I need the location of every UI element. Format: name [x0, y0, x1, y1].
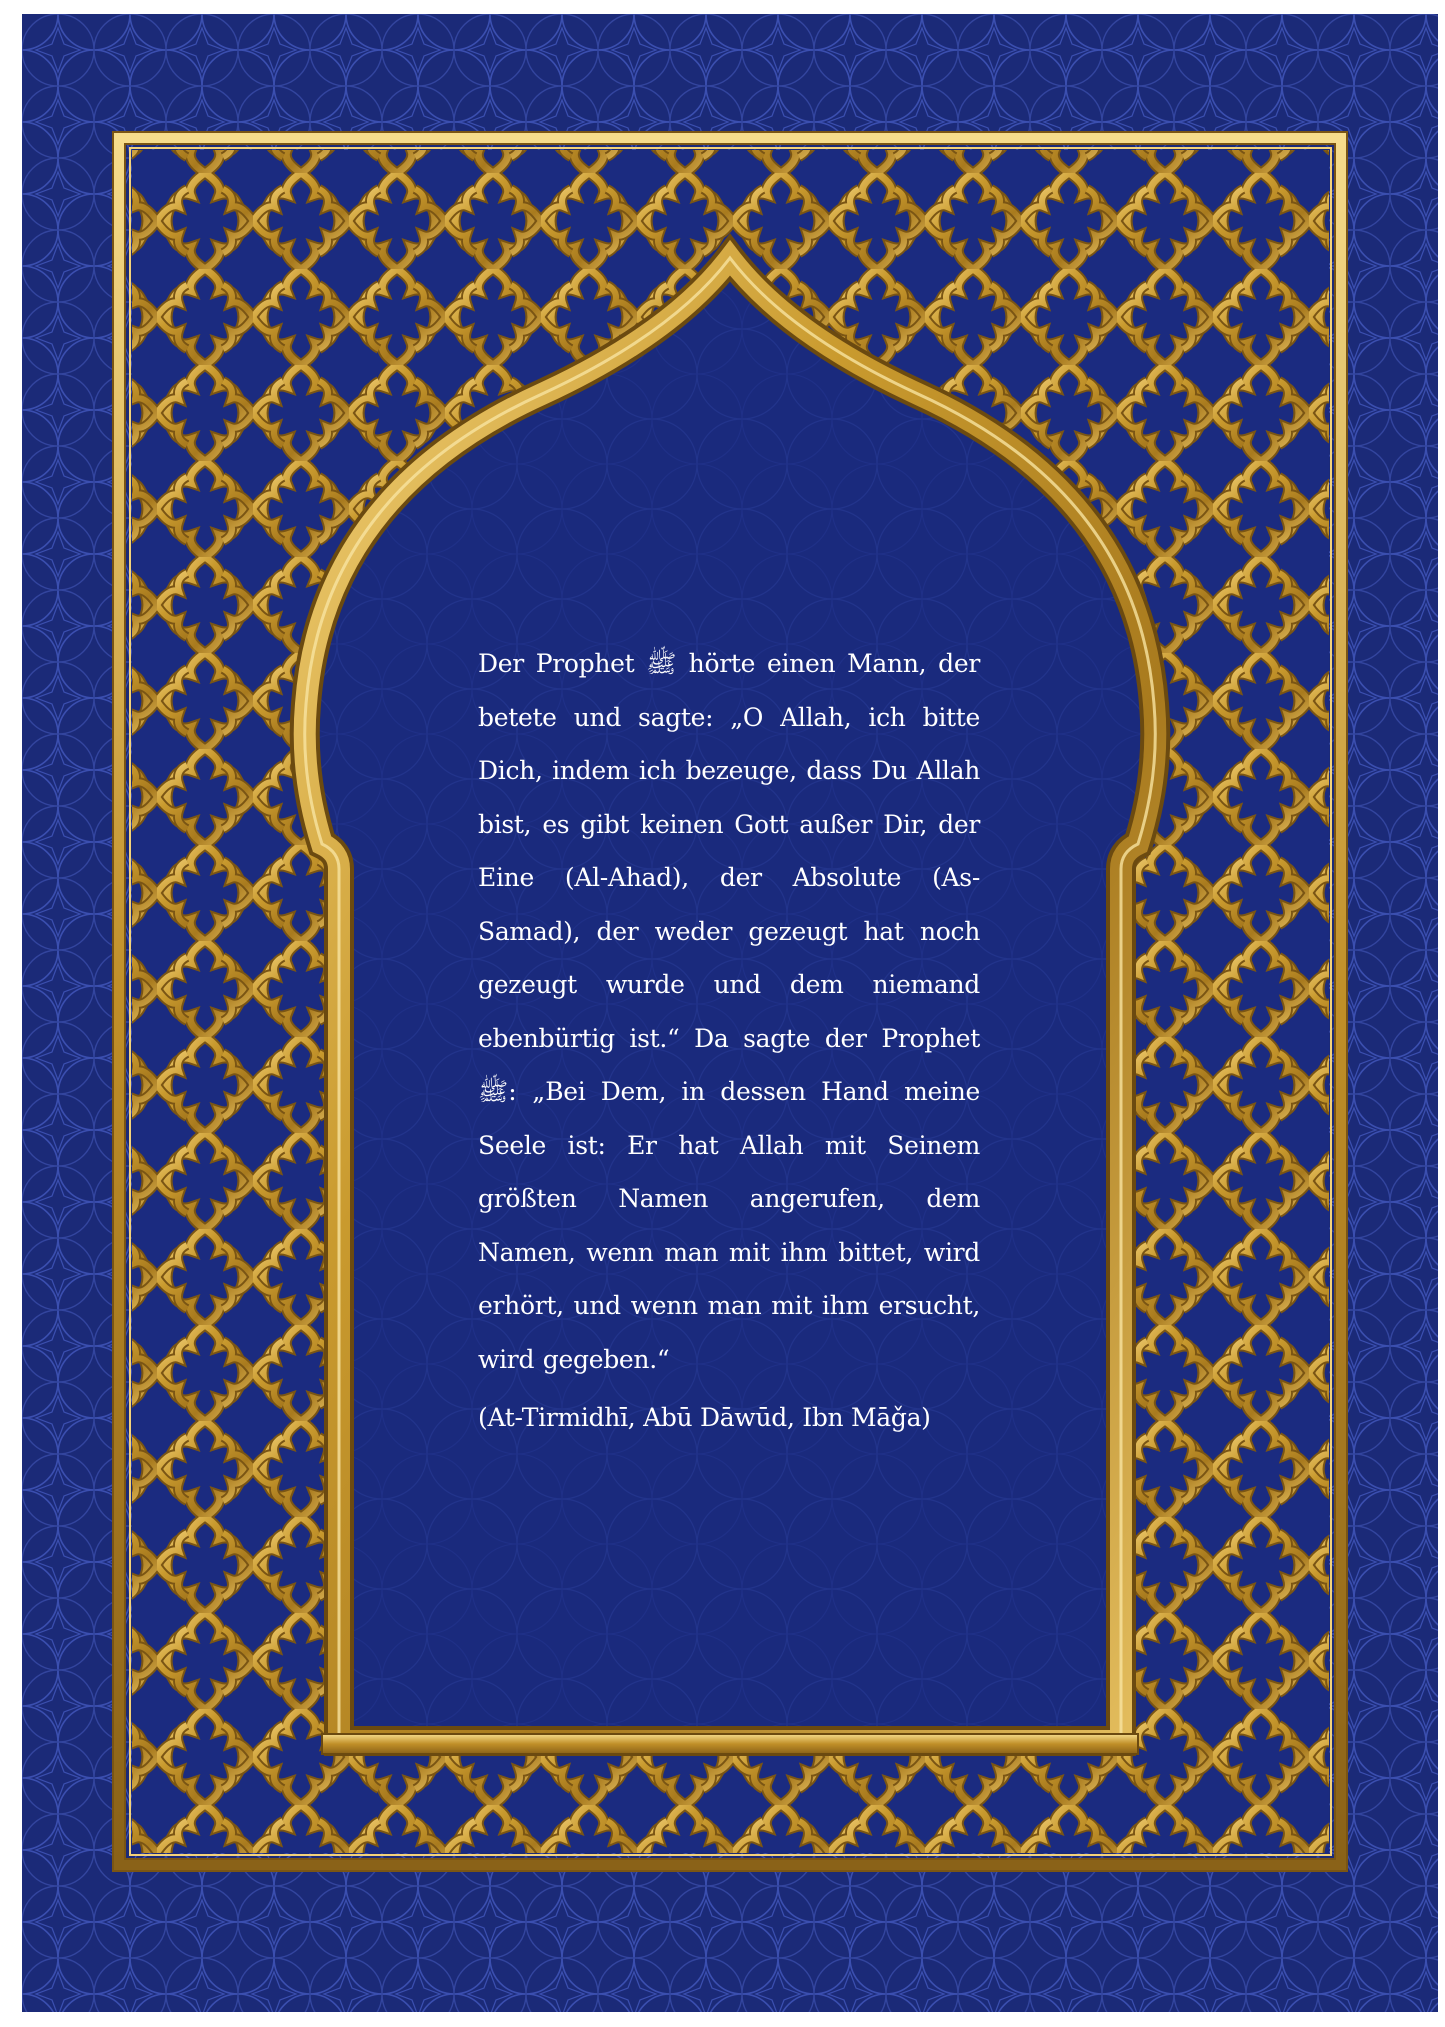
hadith-source: (At-Tirmidhī, Abū Dāwūd, Ibn Māǧa) — [478, 1403, 931, 1432]
page-card — [22, 14, 1438, 2012]
hadith-text-block — [478, 637, 980, 1438]
hadith-quote: Der Prophet ﷺ hörte einen Mann, der betete und sagte: „O Allah, ich bitte Dich, indem ich bezeuge, dass Du Allah bist, es gibt keinen Gott außer Dir, der Eine (Al-Ahad), der Absolute (As-Samad), der weder gezeugt hat noch gezeugt wurde und dem niemand ebenbürtig ist.“ Da sagte der Prophet ﷺ: „Bei Dem, in dessen Hand meine Seele ist: Er hat Allah mit Seinem größten Namen angerufen, dem Namen, wenn man mit ihm bittet, wird erhört, und wenn man mit ihm ersucht, wird gegeben.“ — [478, 649, 980, 1374]
